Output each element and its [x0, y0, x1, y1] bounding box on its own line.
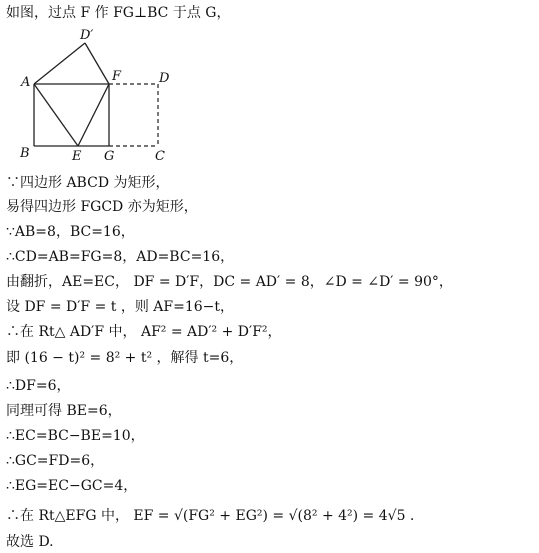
segment-AE: [34, 84, 78, 146]
solution-line-14: ∴EG=EC−GC=4，: [6, 478, 138, 494]
solution-line-9: 即 (16 − t)² = 8² + t² ，解得 t=6，: [6, 350, 244, 366]
solution-line-12: ∴EC=BC−BE=10，: [6, 428, 145, 444]
label-E: E: [72, 149, 82, 164]
solution-line-16: 故选 D.: [6, 534, 54, 550]
label-A: A: [21, 75, 31, 90]
solution-line-5: ∴CD=AB=FG=8，AD=BC=16，: [6, 249, 235, 265]
solution-line-2: ∵四边形 ABCD 为矩形，: [6, 175, 170, 191]
segment-EF: [78, 84, 109, 146]
label-D: D: [159, 71, 170, 86]
solution-line-13: ∴GC=FD=6，: [6, 453, 105, 469]
segment-AD-prime: [34, 43, 85, 84]
solution-line-6: 由翻折，AE=EC， DF = D′F，DC = AD′ = 8，∠D = ∠D′ = 90°，: [6, 274, 453, 290]
solution-line-3: 易得四边形 FGCD 亦为矩形，: [6, 199, 198, 215]
label-F: F: [112, 69, 122, 84]
label-D-prime: D′: [80, 28, 94, 43]
geometry-figure: [0, 26, 200, 171]
solution-line-1: 如图，过点 F 作 FG⊥BC 于点 G，: [6, 5, 231, 21]
segment-D-prime-F: [85, 43, 109, 84]
solution-line-7: 设 DF = D′F = t ，则 AF=16−t，: [6, 299, 235, 315]
solution-line-8: ∴在 Rt△ AD′F 中， AF² = AD′² + D′F²，: [6, 324, 282, 340]
solution-line-11: 同理可得 BE=6，: [6, 403, 122, 419]
solution-line-10: ∴DF=6，: [6, 378, 71, 394]
label-C: C: [155, 149, 165, 164]
label-G: G: [104, 149, 115, 164]
label-B: B: [20, 146, 30, 161]
solution-line-15: ∴在 Rt△EFG 中， EF = √(FG² + EG²) = √(8² + 4²) = 4√5 .: [6, 508, 415, 524]
solution-line-4: ∵AB=8，BC=16，: [6, 224, 135, 240]
